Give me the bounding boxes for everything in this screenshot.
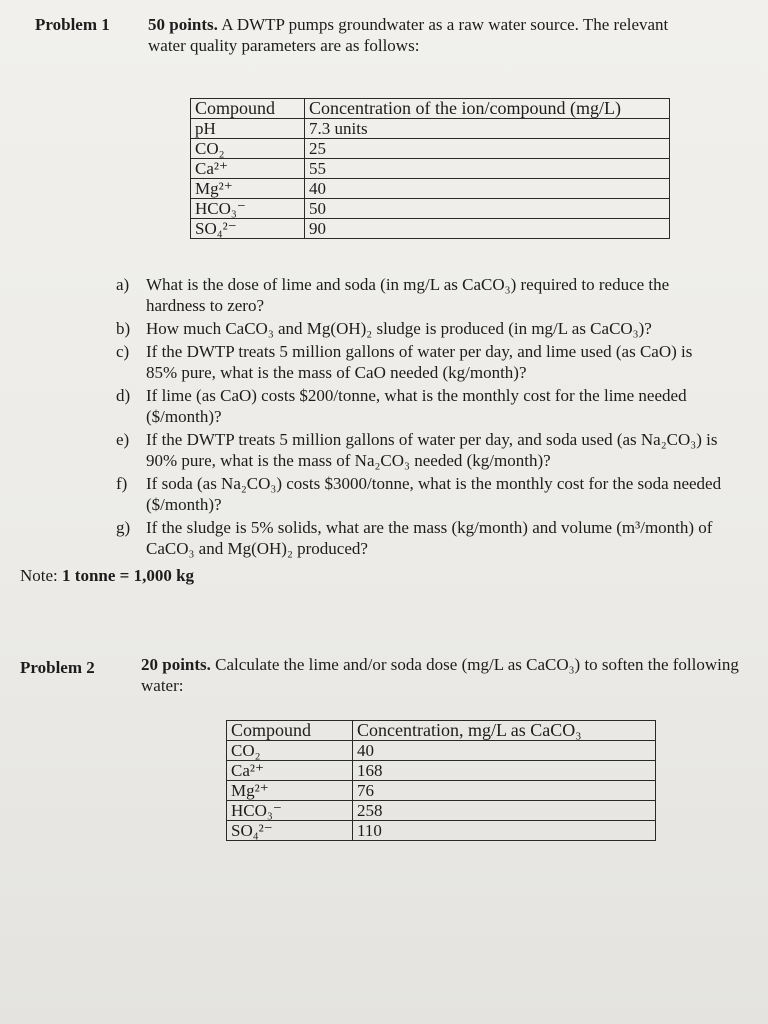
table-cell-compound: CO₂ [227,741,353,761]
problem1-intro-text: A DWTP pumps groundwater as a raw water source. The relevant water quality parameters are as follows: [148,15,669,55]
question-text: What is the dose of lime and soda (in mg/L as CaCO₃) required to reduce the hardness to zero? [146,275,670,315]
problem2-intro [141,654,741,696]
table-row [227,781,656,801]
note-text: 1 tonne = 1,000 kg [62,566,195,585]
table-header-concentration: Concentration, mg/L as CaCO₃ [353,721,656,741]
table-row [191,199,670,219]
question-item [116,274,726,316]
table-cell-compound: Mg²⁺ [191,179,305,199]
table-row [191,159,670,179]
table-row [191,219,670,239]
table-cell-value: 40 [305,179,670,199]
problem1-questions [116,274,726,561]
question-item [116,429,726,471]
table-cell-compound: HCO₃⁻ [191,199,305,219]
question-label: f) [116,474,128,493]
table-cell-value: 50 [305,199,670,219]
note [20,566,194,586]
question-item [116,385,726,427]
question-label: g) [116,518,131,537]
question-text: If lime (as CaO) costs $200/tonne, what is the monthly cost for the lime needed ($/month)? [146,386,687,426]
table-cell-value: 55 [305,159,670,179]
question-item [116,341,726,383]
question-item [116,517,726,559]
table-row [227,801,656,821]
table-cell-compound: SO₄²⁻ [227,821,353,841]
problem2-points: 20 points. [141,655,211,674]
table-row [227,741,656,761]
question-text: If the DWTP treats 5 million gallons of water per day, and soda used (as Na₂CO₃) is 90% pure, what is the mass of Na₂CO₃ needed (kg/month)? [146,430,718,470]
table-cell-compound: SO₄²⁻ [191,219,305,239]
table-header-row [227,721,656,741]
problem1-points: 50 points. [148,15,218,34]
table-cell-value: 90 [305,219,670,239]
problem2-table [226,720,656,841]
table-cell-value: 7.3 units [305,119,670,139]
problem1-label: Problem 1 [35,15,110,34]
question-text: How much CaCO₃ and Mg(OH)₂ sludge is produced (in mg/L as CaCO₃)? [146,319,652,338]
question-text: If the DWTP treats 5 million gallons of water per day, and lime used (as CaO) is 85% pure, what is the mass of CaO needed (kg/month)? [146,342,693,382]
table-header-compound: Compound [191,99,305,119]
table-cell-compound: Mg²⁺ [227,781,353,801]
problem2-label: Problem 2 [20,658,95,677]
table-header-compound: Compound [227,721,353,741]
question-text: If soda (as Na₂CO₃) costs $3000/tonne, what is the monthly cost for the soda needed ($/month)? [146,474,722,514]
question-text: If the sludge is 5% solids, what are the mass (kg/month) and volume (m³/month) of CaCO₃ and Mg(OH)₂ produced? [146,518,713,558]
table-row [191,179,670,199]
table-cell-value: 76 [353,781,656,801]
question-label: d) [116,386,131,405]
table-cell-compound: pH [191,119,305,139]
table-cell-value: 110 [353,821,656,841]
table-cell-compound: Ca²⁺ [191,159,305,179]
question-label: c) [116,342,130,361]
table-row [227,821,656,841]
table-header-concentration: Concentration of the ion/compound (mg/L) [305,99,670,119]
problem1-intro [148,14,688,56]
question-item [116,318,726,339]
table-cell-compound: CO₂ [191,139,305,159]
note-prefix: Note: [20,566,58,585]
question-label: b) [116,319,131,338]
table-cell-compound: HCO₃⁻ [227,801,353,821]
problem1-table [190,98,670,239]
question-label: e) [116,430,130,449]
table-cell-compound: Ca²⁺ [227,761,353,781]
table-cell-value: 168 [353,761,656,781]
table-row [227,761,656,781]
problem2-intro-text: Calculate the lime and/or soda dose (mg/L as CaCO₃) to soften the following water: [141,655,739,695]
table-cell-value: 258 [353,801,656,821]
table-cell-value: 25 [305,139,670,159]
question-label: a) [116,275,130,294]
table-cell-value: 40 [353,741,656,761]
question-item [116,473,726,515]
table-header-row [191,99,670,119]
table-row [191,119,670,139]
table-row [191,139,670,159]
